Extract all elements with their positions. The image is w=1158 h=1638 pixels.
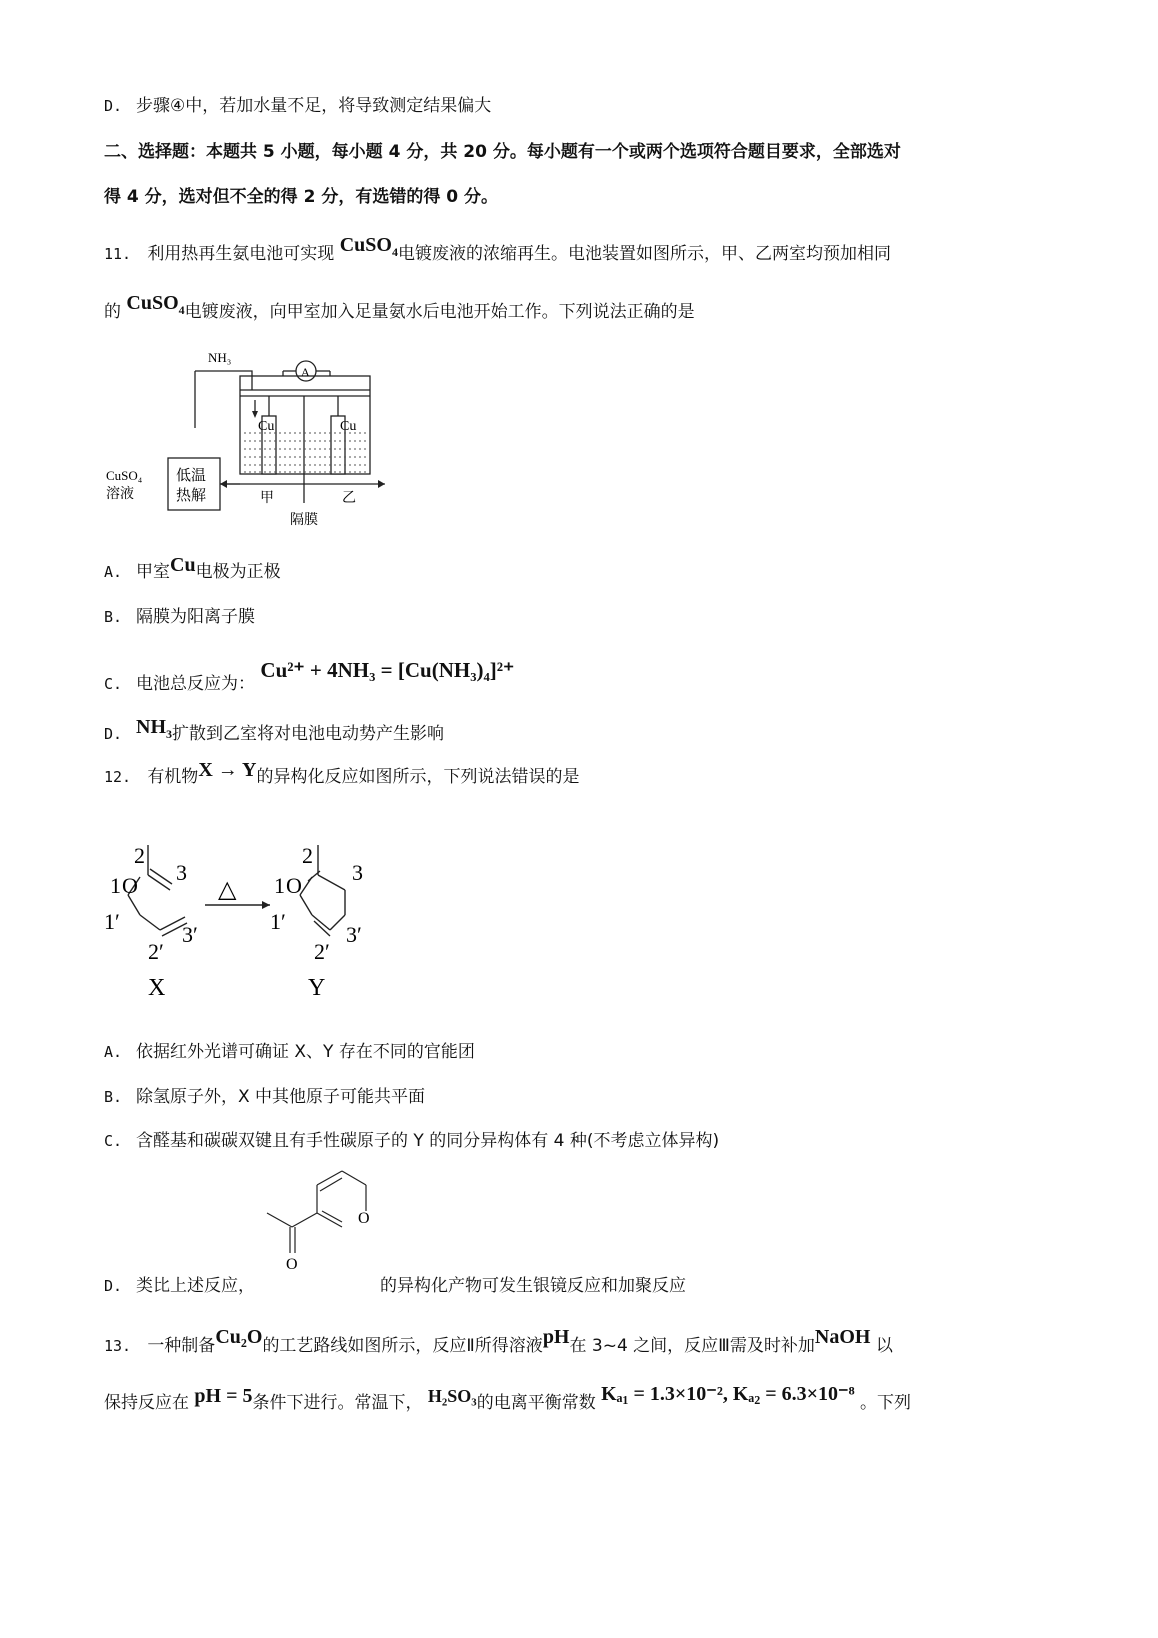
atom-label: 1′ <box>270 909 286 934</box>
heat-label-2: 热解 <box>176 488 207 504</box>
isomerization-diagram <box>100 835 400 1005</box>
stem-text: 的异构化反应如图所示，下列说法错误的是 <box>256 767 580 787</box>
stem-text: 的电离平衡常数 <box>476 1393 596 1413</box>
option-text: 步骤④中，若加水量不足，将导致测定结果偏大 <box>136 96 492 116</box>
option-label: D. <box>104 97 123 115</box>
option-text: 隔膜为阳离子膜 <box>136 607 255 627</box>
formula-ka-values: Kₐ₁ = 1.3×10⁻², Kₐ₂ = 6.3×10⁻⁸ <box>601 1383 855 1405</box>
option-label: A. <box>104 1043 123 1061</box>
atom-label: 1 <box>110 873 121 898</box>
stem-text: 的 <box>104 302 121 322</box>
stem-text: 以 <box>875 1336 893 1356</box>
option-text: 含醛基和碳碳双键且有手性碳原子的 Y 的同分异构体有 4 种(不考虑立体异构) <box>136 1131 720 1151</box>
formula-ph: pH <box>542 1326 570 1348</box>
stem-text: 的工艺路线如图所示，反应Ⅱ所得溶液 <box>262 1336 543 1356</box>
option-label: B. <box>104 608 123 626</box>
cu-electrode-right: Cu <box>340 419 357 434</box>
atom-label: 1′ <box>104 909 120 934</box>
formula-ph-5: pH = 5 <box>194 1385 253 1407</box>
heat-label-1: 低温 <box>176 468 207 484</box>
stem-text: 电镀废液的浓缩再生。电池装置如图所示，甲、乙两室均预加相同 <box>397 244 891 264</box>
formula-total-reaction: Cu²⁺ + 4NH₃ = [Cu(NH₃)₄]²⁺ <box>260 658 515 682</box>
q13-stem-line-1 <box>104 1326 893 1358</box>
formula-h2so3: H₂SO₃ <box>427 1386 477 1406</box>
option-label: A. <box>104 563 123 581</box>
atom-label: 2 <box>134 843 145 868</box>
q11-option-c <box>104 658 515 696</box>
stem-text: 条件下进行。常温下， <box>252 1393 423 1413</box>
formula-nh3: $NH_3$ <box>136 716 172 741</box>
chamber-jia-label: 甲 <box>260 491 274 506</box>
membrane-label: 隔膜 <box>290 513 318 528</box>
q12-option-b <box>104 1085 425 1109</box>
question-number: 13. <box>104 1337 132 1355</box>
option-text: 类比上述反应， <box>136 1276 255 1296</box>
atom-label: 3′ <box>182 922 198 947</box>
atom-label: 2′ <box>148 939 164 964</box>
ammeter-label: A <box>301 365 310 379</box>
option-text: 甲室 <box>136 562 170 582</box>
option-text: 电池总反应为： <box>136 674 255 694</box>
atom-label: 3 <box>352 860 363 885</box>
chamber-yi-label: 乙 <box>342 491 356 506</box>
formula-cu2o: Cu₂O <box>215 1326 263 1348</box>
formula-cu: Cu <box>170 554 196 576</box>
section-header-line-1: 二、选择题：本题共 5 小题，每小题 4 分，共 20 分。每小题有一个或两个选项符合题目要求，全部选对 <box>104 142 901 162</box>
stem-text: 电镀废液，向甲室加入足量氨水后电池开始工作。下列说法正确的是 <box>184 302 695 322</box>
q11-option-d <box>104 716 444 752</box>
stem-text: 保持反应在 <box>104 1393 189 1413</box>
formula-naoh: NaOH <box>814 1326 871 1348</box>
option-text: 扩散到乙室将对电池电动势产生影响 <box>172 724 444 744</box>
q12-option-a <box>104 1040 475 1064</box>
ring-oxygen: O <box>358 1210 370 1227</box>
atom-label: O <box>286 873 302 898</box>
option-text: 除氢原子外，X 中其他原子可能共平面 <box>136 1087 426 1107</box>
option-label: C. <box>104 1132 123 1150</box>
heat-symbol: △ <box>218 877 237 903</box>
option-label: D. <box>104 725 123 743</box>
option-text: 电极为正极 <box>195 562 281 582</box>
q12-option-d <box>104 1274 255 1298</box>
q10-option-d <box>104 94 491 118</box>
q11-option-b <box>104 605 255 629</box>
option-label: D. <box>104 1277 123 1295</box>
stem-text: 一种制备 <box>147 1336 216 1356</box>
stem-text: 利用热再生氨电池可实现 <box>147 244 335 264</box>
stem-text: 。下列 <box>860 1393 911 1413</box>
nh3-label: NH₃ <box>208 350 232 365</box>
q11-option-a <box>104 554 281 584</box>
q12-option-d-continued: 的异构化产物可发生银镜反应和加聚反应 <box>380 1276 686 1296</box>
solution-label: 溶液 <box>106 487 134 502</box>
q11-stem-line-2 <box>104 292 695 330</box>
atom-label: 2′ <box>314 939 330 964</box>
formula-cuso4: CuSO$_4$ <box>339 234 398 259</box>
stem-text: 有机物 <box>147 767 199 787</box>
acetyl-pyran-molecule <box>262 1165 392 1290</box>
formula-x-to-y: X → Y <box>198 759 257 781</box>
atom-label: 3′ <box>346 922 362 947</box>
question-number: 12. <box>104 768 132 786</box>
atom-label: O <box>122 873 138 898</box>
section-header-line-2: 得 4 分，选对但不全的得 2 分，有选错的得 0 分。 <box>104 187 498 207</box>
atom-label: 1 <box>274 873 285 898</box>
atom-label: 2 <box>302 843 313 868</box>
x-label: X <box>148 975 166 1001</box>
q12-option-c <box>104 1129 719 1153</box>
q12-stem <box>104 759 580 789</box>
atom-label: 3 <box>176 860 187 885</box>
q11-stem-line-1 <box>104 234 891 272</box>
cell-diagram <box>100 338 400 538</box>
question-number: 11. <box>104 245 132 263</box>
option-text: 依据红外光谱可确证 X、Y 存在不同的官能团 <box>136 1042 475 1062</box>
cu-electrode-left: Cu <box>258 419 275 434</box>
cuso4-label: CuSO₄ <box>106 468 143 483</box>
q13-stem-line-2 <box>104 1383 911 1415</box>
y-label: Y <box>308 975 326 1001</box>
carbonyl-oxygen: O <box>286 1256 298 1273</box>
formula-cuso4: CuSO$_4$ <box>126 292 185 317</box>
option-label: B. <box>104 1088 123 1106</box>
stem-text: 在 3~4 之间，反应Ⅲ需及时补加 <box>569 1336 815 1356</box>
option-label: C. <box>104 675 123 693</box>
